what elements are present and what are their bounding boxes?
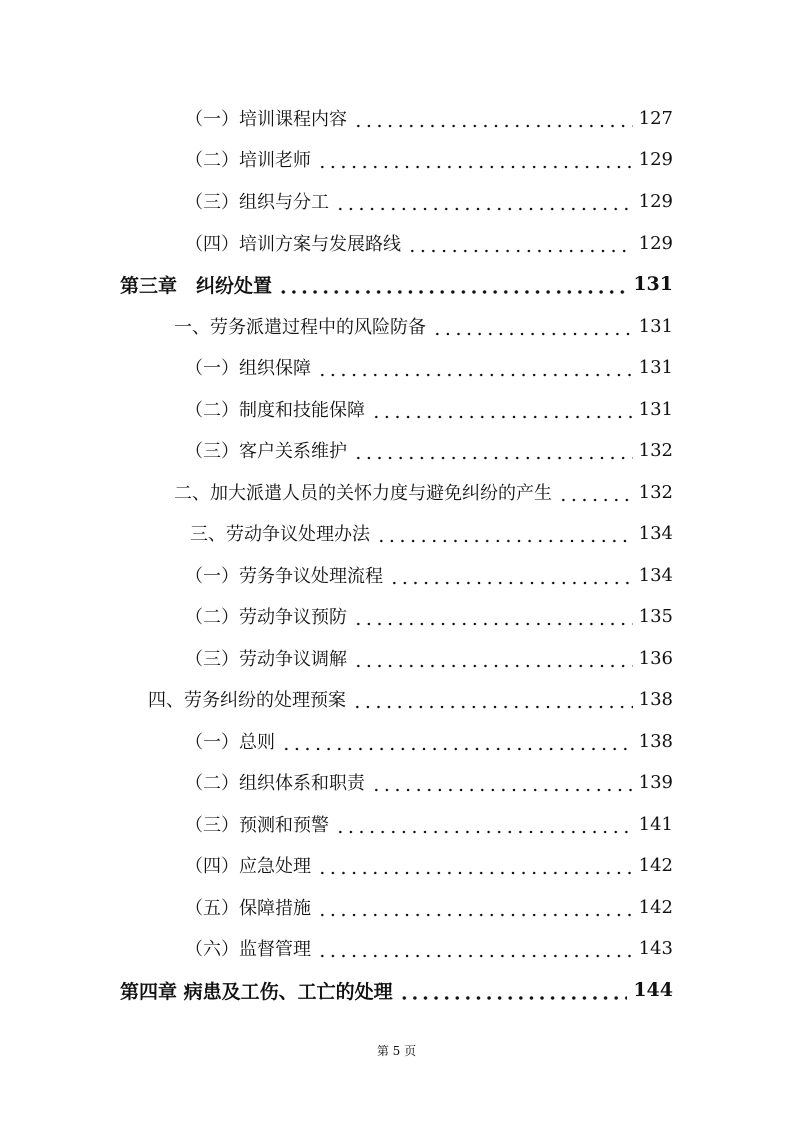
toc-entry-page: 132 [638,439,673,461]
page-number-footer: 第 5 页 [376,1044,417,1058]
toc-entry[interactable] [185,560,673,590]
toc-entry-title: （五）保障措施 [185,898,311,919]
toc-entry-page: 142 [638,854,673,876]
toc-entry-title: （二）劳动争议预防 [185,607,347,628]
toc-entry-page: 135 [638,605,673,627]
toc-dot-leader [353,601,633,631]
toc-entry[interactable] [185,892,673,922]
toc-entry[interactable] [190,518,673,548]
toc-entry-title: 第三章 纠纷处置 [120,274,273,297]
toc-entry-page: 131 [638,398,673,420]
toc-dot-leader [389,560,633,590]
toc-entry-page: 134 [638,564,673,586]
toc-entry[interactable] [185,144,673,174]
toc-dot-leader [352,684,633,714]
toc-entry[interactable] [185,767,673,797]
toc-dot-leader [353,435,633,465]
toc-dot-leader [317,144,633,174]
toc-entry[interactable] [185,809,673,839]
toc-entry-page: 136 [638,647,673,669]
toc-dot-leader [353,643,633,673]
toc-dot-leader [335,186,633,216]
toc-dot-leader [278,269,627,299]
toc-entry[interactable] [185,103,673,133]
toc-entry[interactable] [185,435,673,465]
toc-entry-title: （一）总则 [185,732,275,753]
toc-entry-page: 142 [638,896,673,918]
toc-entry-title: （一）培训课程内容 [185,109,347,130]
toc-entry-title: （六）监督管理 [185,939,311,960]
toc-dot-leader [353,103,633,133]
toc-entry-title: （四）培训方案与发展路线 [185,234,401,255]
toc-dot-leader [376,518,633,548]
toc-dot-leader [317,352,633,382]
toc-entry-title: （三）预测和预警 [185,815,329,836]
toc-entry[interactable] [185,601,673,631]
toc-dot-leader [371,394,633,424]
toc-entry-page: 138 [638,730,673,752]
toc-entry-title: （四）应急处理 [185,856,311,877]
toc-chapter-entry[interactable] [120,269,673,299]
toc-dot-leader [317,850,633,880]
toc-dot-leader [281,726,633,756]
toc-entry-title: （三）客户关系维护 [185,441,347,462]
toc-entry-title: （二）组织体系和职责 [185,773,365,794]
toc-entry-page: 129 [638,148,673,170]
toc-entry-page: 131 [633,273,673,295]
toc-entry-title: 一、劳务派遣过程中的风险防备 [174,317,426,338]
toc-entry[interactable] [185,186,673,216]
toc-dot-leader [407,228,633,258]
toc-chapter-entry[interactable] [120,975,673,1005]
toc-entry-page: 131 [638,315,673,337]
toc-entry[interactable] [185,726,673,756]
toc-entry-title: 二、加大派遣人员的关怀力度与避免纠纷的产生 [174,483,552,504]
toc-dot-leader [317,892,633,922]
toc-entry[interactable] [185,933,673,963]
toc-entry[interactable] [185,850,673,880]
toc-entry-page: 132 [638,481,673,503]
toc-entry[interactable] [185,643,673,673]
toc-dot-leader [558,477,633,507]
toc-entry-title: （二）制度和技能保障 [185,400,365,421]
toc-entry-page: 127 [638,107,673,129]
toc-entry[interactable] [174,477,673,507]
toc-entry-page: 143 [638,937,673,959]
toc-dot-leader [371,767,633,797]
toc-entry-title: （三）劳动争议调解 [185,649,347,670]
toc-entry[interactable] [185,394,673,424]
toc-entry-title: （三）组织与分工 [185,192,329,213]
toc-dot-leader [335,809,633,839]
toc-entry-page: 138 [638,688,673,710]
toc-entry-title: （一）组织保障 [185,358,311,379]
toc-entry-page: 144 [633,979,673,1001]
toc-entry-title: 三、劳动争议处理办法 [190,524,370,545]
toc-entry-title: 四、劳务纠纷的处理预案 [148,690,346,711]
toc-entry[interactable] [185,228,673,258]
toc-entry-page: 129 [638,232,673,254]
toc-entry[interactable] [148,684,673,714]
toc-entry-title: （二）培训老师 [185,150,311,171]
toc-dot-leader [399,975,628,1005]
toc-entry[interactable] [174,311,673,341]
toc-entry-page: 139 [638,771,673,793]
toc-entry-title: 第四章 病患及工伤、工亡的处理 [120,980,393,1003]
toc-entry-page: 131 [638,356,673,378]
toc-entry-title: （一）劳务争议处理流程 [185,566,383,587]
toc-entry-page: 141 [638,813,673,835]
toc-entry-page: 134 [638,522,673,544]
toc-dot-leader [432,311,633,341]
toc-dot-leader [317,933,633,963]
toc-entry[interactable] [185,352,673,382]
toc-entry-page: 129 [638,190,673,212]
